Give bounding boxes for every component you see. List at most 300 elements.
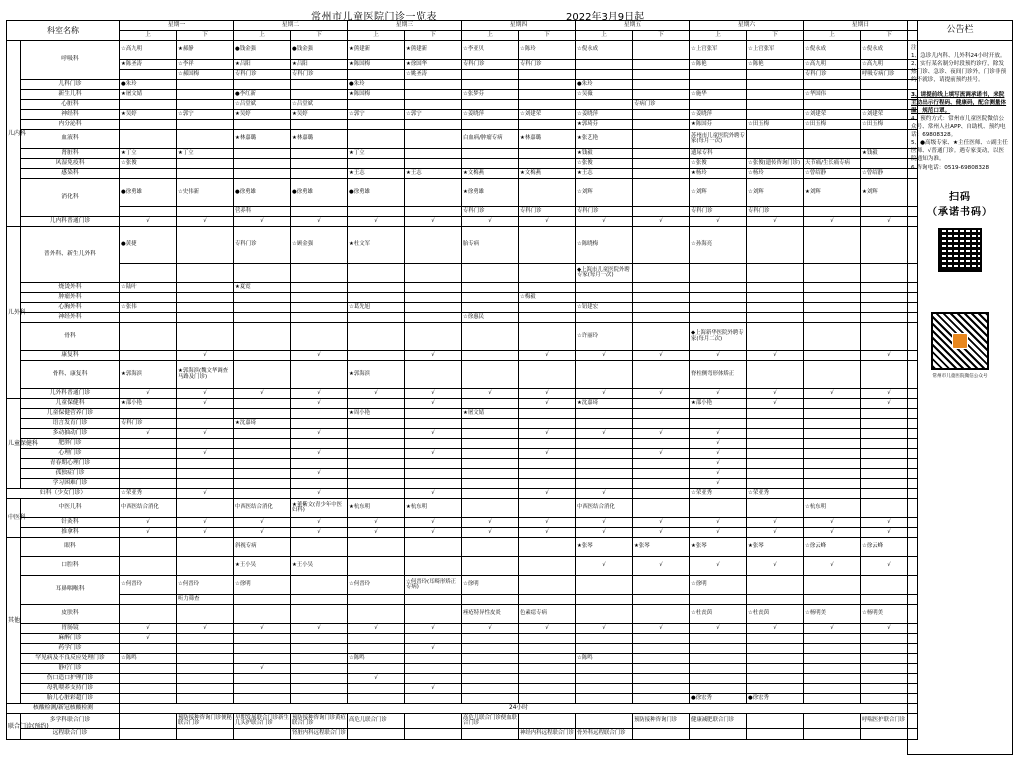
schedule-cell: ☆田玉梅	[747, 120, 804, 130]
schedule-cell	[804, 684, 861, 694]
schedule-cell: √	[690, 469, 747, 479]
schedule-cell	[747, 714, 804, 729]
am-header: 上	[348, 31, 405, 41]
schedule-cell	[462, 70, 519, 80]
schedule-cell: √	[291, 624, 348, 634]
schedule-row	[7, 100, 918, 110]
schedule-row	[7, 449, 918, 459]
schedule-cell	[291, 313, 348, 323]
schedule-cell	[405, 207, 462, 217]
schedule-cell	[519, 595, 576, 605]
schedule-cell	[747, 323, 804, 351]
schedule-cell	[234, 479, 291, 489]
schedule-cell: 专科门诊	[576, 207, 633, 217]
schedule-cell	[747, 110, 804, 120]
schedule-cell	[405, 159, 462, 169]
schedule-cell: ★陈圣涛	[120, 60, 177, 70]
am-header: 上	[804, 31, 861, 41]
schedule-cell: √	[120, 634, 177, 644]
schedule-cell: √	[120, 518, 177, 528]
schedule-cell	[804, 80, 861, 90]
schedule-cell: 中西医结合消化	[234, 499, 291, 518]
schedule-cell	[462, 489, 519, 499]
schedule-cell	[690, 283, 747, 293]
schedule-cell	[234, 654, 291, 664]
schedule-cell	[291, 605, 348, 624]
schedule-cell: √	[804, 557, 861, 576]
schedule-cell	[348, 634, 405, 644]
schedule-cell	[405, 557, 462, 576]
schedule-cell	[177, 264, 234, 283]
schedule-cell	[120, 644, 177, 654]
schedule-cell: 听力筛查	[177, 595, 234, 605]
schedule-cell	[405, 303, 462, 313]
schedule-cell: ★王志	[405, 169, 462, 179]
schedule-cell	[348, 130, 405, 149]
schedule-cell	[405, 729, 462, 740]
schedule-cell	[348, 399, 405, 409]
schedule-cell	[462, 149, 519, 159]
schedule-cell	[405, 361, 462, 389]
day-header: 星期三	[348, 21, 462, 31]
schedule-cell	[234, 80, 291, 90]
schedule-cell	[576, 100, 633, 110]
dept-name: 神经外科	[21, 313, 120, 323]
schedule-cell: ☆张俊	[690, 159, 747, 169]
schedule-row	[7, 351, 918, 361]
schedule-cell	[576, 664, 633, 674]
dept-name: 推拿科	[21, 528, 120, 538]
dept-name: 儿外科普通门诊	[21, 389, 120, 399]
notice-item: 5、●高级专家、★主任医师、☆副主任医师、√普通门诊。遇专家变动，以医院通知为准。	[911, 140, 1008, 163]
schedule-cell: ☆上官张军	[747, 41, 804, 60]
schedule-cell	[462, 293, 519, 303]
schedule-cell	[177, 557, 234, 576]
schedule-cell: ☆吕堂斌	[291, 100, 348, 110]
schedule-cell: √	[633, 528, 690, 538]
schedule-row	[7, 557, 918, 576]
schedule-cell	[690, 70, 747, 80]
schedule-cell	[804, 323, 861, 351]
schedule-cell: ★丁立	[120, 149, 177, 159]
schedule-cell	[519, 576, 576, 595]
schedule-cell	[120, 729, 177, 740]
schedule-cell: √	[177, 489, 234, 499]
dept-name: 伤口造口护理门诊	[21, 674, 120, 684]
schedule-cell	[291, 459, 348, 469]
schedule-cell: √	[747, 217, 804, 227]
schedule-row	[7, 499, 918, 518]
schedule-cell	[120, 130, 177, 149]
schedule-cell	[747, 576, 804, 595]
schedule-cell: ☆何晋玲	[120, 576, 177, 595]
schedule-cell	[747, 313, 804, 323]
schedule-cell: ●徐宏秀	[747, 694, 804, 704]
schedule-cell	[519, 120, 576, 130]
schedule-cell: √	[747, 624, 804, 634]
schedule-cell: 专科门诊	[462, 60, 519, 70]
schedule-cell: √	[747, 389, 804, 399]
schedule-cell	[519, 419, 576, 429]
schedule-row	[7, 264, 918, 283]
dept-name: 语言发育门诊	[21, 419, 120, 429]
schedule-cell: 健康减肥联合门诊	[690, 714, 747, 729]
schedule-cell	[291, 674, 348, 684]
schedule-cell	[462, 159, 519, 169]
schedule-cell	[291, 361, 348, 389]
schedule-cell: √	[690, 624, 747, 634]
schedule-cell: ☆孙海亮	[690, 227, 747, 264]
schedule-cell	[747, 595, 804, 605]
schedule-cell	[462, 303, 519, 313]
schedule-cell: ★董紫文(青少年中医妇科)	[291, 499, 348, 518]
schedule-cell: ☆田玉梅	[804, 120, 861, 130]
wechat-qr-code[interactable]	[931, 312, 989, 370]
schedule-cell	[804, 694, 861, 704]
schedule-cell	[462, 674, 519, 684]
schedule-cell	[177, 694, 234, 704]
schedule-cell: ☆李亚贝	[462, 41, 519, 60]
schedule-cell	[177, 303, 234, 313]
schedule-cell: ★王小吴	[291, 557, 348, 576]
schedule-cell	[291, 90, 348, 100]
schedule-row	[7, 120, 918, 130]
schedule-cell	[462, 595, 519, 605]
schedule-cell	[462, 729, 519, 740]
schedule-cell: ★陈国芬	[690, 120, 747, 130]
schedule-cell	[519, 684, 576, 694]
schedule-cell	[519, 664, 576, 674]
schedule-cell	[120, 120, 177, 130]
schedule-cell: ☆陆叶	[120, 283, 177, 293]
schedule-cell	[576, 674, 633, 684]
schedule-cell	[633, 644, 690, 654]
notice-item: 6.咨询电话：0519-69808328	[911, 164, 990, 171]
schedule-cell: √	[348, 217, 405, 227]
schedule-cell	[633, 419, 690, 429]
schedule-cell: √	[405, 528, 462, 538]
schedule-row	[7, 644, 918, 654]
schedule-cell	[348, 323, 405, 351]
schedule-cell: √	[177, 528, 234, 538]
schedule-cell: 遗尿专科	[690, 149, 747, 159]
schedule-cell: √	[861, 389, 918, 399]
schedule-cell	[462, 361, 519, 389]
schedule-cell: √	[177, 518, 234, 528]
schedule-cell	[405, 459, 462, 469]
schedule-cell	[291, 634, 348, 644]
schedule-cell	[747, 149, 804, 159]
schedule-cell: ★吴婷	[234, 110, 291, 120]
schedule-cell	[519, 634, 576, 644]
schedule-cell: ☆杨玲	[747, 169, 804, 179]
dept-name: 儿童保健营养门诊	[21, 409, 120, 419]
schedule-cell	[462, 479, 519, 489]
dept-name: 皮肤科	[21, 605, 120, 624]
notice-item: 1、急诊儿内科、儿外科24小时开放。	[911, 53, 1006, 60]
schedule-cell: √	[234, 664, 291, 674]
schedule-cell: √	[747, 528, 804, 538]
schedule-cell	[690, 654, 747, 664]
schedule-cell	[120, 439, 177, 449]
schedule-cell: ☆葛先旭	[348, 303, 405, 313]
schedule-cell	[234, 351, 291, 361]
schedule-cell: √	[519, 429, 576, 439]
schedule-cell: ☆吕堂斌	[234, 100, 291, 110]
schedule-cell	[633, 283, 690, 293]
schedule-cell	[804, 439, 861, 449]
schedule-row	[7, 361, 918, 389]
schedule-cell: √	[633, 518, 690, 528]
schedule-cell	[177, 439, 234, 449]
schedule-row	[7, 227, 918, 264]
schedule-cell: √	[633, 624, 690, 634]
schedule-cell	[462, 499, 519, 518]
schedule-cell: √	[519, 399, 576, 409]
schedule-cell: ★屠文婧	[120, 90, 177, 100]
schedule-cell	[633, 110, 690, 120]
dept-name: 学习困难门诊	[21, 479, 120, 489]
schedule-cell	[291, 207, 348, 217]
schedule-cell: √	[234, 518, 291, 528]
schedule-cell	[804, 469, 861, 479]
schedule-cell	[633, 469, 690, 479]
schedule-cell	[747, 469, 804, 479]
schedule-cell	[234, 634, 291, 644]
schedule-cell: 专科门诊	[519, 60, 576, 70]
schedule-cell	[633, 399, 690, 409]
schedule-cell	[576, 419, 633, 429]
schedule-cell: ☆杜丧茵	[690, 605, 747, 624]
schedule-cell	[405, 323, 462, 351]
schedule-cell	[177, 644, 234, 654]
schedule-row	[7, 459, 918, 469]
schedule-cell: ★郭琦芬	[576, 120, 633, 130]
schedule-cell	[348, 469, 405, 479]
schedule-cell: √	[576, 557, 633, 576]
schedule-cell	[690, 684, 747, 694]
schedule-cell: √	[462, 217, 519, 227]
schedule-cell	[519, 80, 576, 90]
schedule-cell: √	[177, 399, 234, 409]
schedule-cell: √	[234, 528, 291, 538]
dept-name: 普外科、新生儿外科	[21, 227, 120, 283]
scan-heading	[911, 190, 1009, 220]
schedule-cell	[120, 313, 177, 323]
schedule-cell: ★张琴	[690, 538, 747, 557]
schedule-cell: 专病门诊	[633, 100, 690, 110]
schedule-cell	[747, 361, 804, 389]
dept-name: 多动抽动门诊	[21, 429, 120, 439]
schedule-cell: √	[405, 518, 462, 528]
schedule-cell: ☆李祥	[177, 60, 234, 70]
schedule-cell	[234, 120, 291, 130]
schedule-cell	[633, 489, 690, 499]
schedule-cell	[462, 449, 519, 459]
schedule-cell: ★徐国华	[405, 60, 462, 70]
schedule-cell	[690, 293, 747, 303]
dept-name: 静疗门诊	[21, 664, 120, 674]
schedule-cell: ☆徐明	[462, 576, 519, 595]
schedule-cell	[177, 605, 234, 624]
schedule-cell	[348, 70, 405, 80]
schedule-cell	[348, 694, 405, 704]
day-header: 星期五	[576, 21, 690, 31]
schedule-cell	[234, 694, 291, 704]
schedule-cell	[405, 595, 462, 605]
schedule-row	[7, 664, 918, 674]
schedule-cell	[633, 409, 690, 419]
schedule-cell: 中西医结合消化	[576, 499, 633, 518]
schedule-cell: ☆陈鸣	[120, 654, 177, 664]
schedule-cell: 专科门诊	[462, 207, 519, 217]
dept-name: 多学科联合门诊	[21, 714, 120, 729]
schedule-cell	[633, 264, 690, 283]
schedule-cell	[690, 419, 747, 429]
schedule-cell	[291, 595, 348, 605]
schedule-cell	[633, 313, 690, 323]
schedule-cell	[120, 664, 177, 674]
schedule-cell: ☆张俊	[120, 159, 177, 169]
schedule-row	[7, 674, 918, 684]
schedule-cell	[120, 469, 177, 479]
schedule-row	[7, 41, 918, 60]
schedule-cell	[291, 439, 348, 449]
schedule-cell	[177, 207, 234, 217]
schedule-cell: √	[576, 518, 633, 528]
schedule-cell	[747, 644, 804, 654]
schedule-cell	[690, 664, 747, 674]
schedule-cell	[120, 323, 177, 351]
schedule-row	[7, 634, 918, 644]
schedule-cell: ★钱毅	[576, 149, 633, 159]
schedule-row	[7, 80, 918, 90]
schedule-cell: √	[519, 518, 576, 528]
schedule-cell: ☆高九明	[861, 60, 918, 70]
schedule-cell: √	[804, 217, 861, 227]
schedule-row	[7, 313, 918, 323]
schedule-cell	[633, 303, 690, 313]
schedule-cell	[120, 409, 177, 419]
schedule-cell	[690, 80, 747, 90]
schedule-cell: ★吴婷	[120, 110, 177, 120]
schedule-cell	[519, 283, 576, 293]
schedule-cell: √	[462, 389, 519, 399]
schedule-cell	[633, 595, 690, 605]
schedule-cell	[633, 664, 690, 674]
schedule-cell	[405, 694, 462, 704]
scan-label: 扫码	[949, 191, 971, 203]
schedule-cell: √	[120, 624, 177, 634]
schedule-cell	[633, 459, 690, 469]
schedule-cell: ★吕阳	[291, 60, 348, 70]
schedule-cell: ★张琴	[633, 538, 690, 557]
schedule-cell: ☆徐云峰	[861, 538, 918, 557]
schedule-cell	[633, 674, 690, 684]
schedule-row	[7, 489, 918, 499]
schedule-cell	[747, 634, 804, 644]
schedule-cell: ☆田玉梅	[861, 120, 918, 130]
schedule-cell	[177, 538, 234, 557]
schedule-cell: ★林嘉璐	[291, 130, 348, 149]
schedule-cell	[405, 283, 462, 293]
schedule-cell	[348, 459, 405, 469]
dept-group: 联合门诊(预约)	[7, 714, 21, 740]
day-header: 星期日	[804, 21, 918, 31]
header-row	[7, 31, 918, 41]
schedule-cell	[177, 100, 234, 110]
schedule-cell	[690, 409, 747, 419]
commitment-qr-code[interactable]	[938, 228, 982, 272]
schedule-cell	[405, 149, 462, 159]
schedule-cell	[405, 664, 462, 674]
schedule-cell	[576, 449, 633, 459]
schedule-cell: 骨外科远程联合门诊	[576, 729, 633, 740]
schedule-row	[7, 207, 918, 217]
dept-name: 心胸外科	[21, 303, 120, 313]
schedule-cell	[177, 293, 234, 303]
schedule-cell: ☆高九明	[804, 60, 861, 70]
schedule-cell: √	[519, 351, 576, 361]
schedule-cell	[462, 429, 519, 439]
schedule-cell: 斜视专病	[234, 538, 291, 557]
schedule-cell	[633, 293, 690, 303]
schedule-cell: √	[576, 429, 633, 439]
day-header: 星期六	[690, 21, 804, 31]
schedule-cell	[633, 149, 690, 159]
schedule-cell: 胎专病	[462, 227, 519, 264]
schedule-cell: √	[519, 489, 576, 499]
schedule-cell	[633, 90, 690, 100]
schedule-row	[7, 293, 918, 303]
schedule-cell	[291, 120, 348, 130]
schedule-cell: ☆杨明美	[804, 605, 861, 624]
schedule-cell	[633, 684, 690, 694]
schedule-cell: ★陈国梅	[348, 90, 405, 100]
pm-header: 下	[405, 31, 462, 41]
am-header: 上	[462, 31, 519, 41]
dept-name: 消化科	[21, 179, 120, 217]
schedule-cell: √	[861, 351, 918, 361]
schedule-cell	[576, 469, 633, 479]
schedule-cell: √	[405, 624, 462, 634]
schedule-cell	[405, 605, 462, 624]
schedule-cell: √	[690, 459, 747, 469]
schedule-cell	[804, 100, 861, 110]
schedule-cell	[177, 159, 234, 169]
schedule-cell	[747, 80, 804, 90]
schedule-cell: ★熊建新	[348, 41, 405, 60]
schedule-cell	[177, 459, 234, 469]
schedule-cell: ●钱金强	[234, 41, 291, 60]
schedule-cell	[519, 479, 576, 489]
dept-name: 罕见病及不良反应处理门诊	[21, 654, 120, 664]
dept-name: 胎儿心脏彩超门诊	[21, 694, 120, 704]
schedule-row	[7, 323, 918, 351]
screening-label: 核酸检测/新冠核酸检测	[7, 704, 120, 714]
schedule-cell	[519, 264, 576, 283]
schedule-cell	[804, 714, 861, 729]
schedule-cell	[120, 100, 177, 110]
schedule-cell: ●徐勇雄	[234, 179, 291, 207]
schedule-cell: √	[747, 399, 804, 409]
dept-group: 儿外科	[7, 227, 21, 399]
schedule-cell	[747, 130, 804, 149]
joint-row	[7, 729, 918, 740]
pm-header: 下	[519, 31, 576, 41]
schedule-cell: ★刘辉	[804, 179, 861, 207]
schedule-cell: √	[576, 624, 633, 634]
